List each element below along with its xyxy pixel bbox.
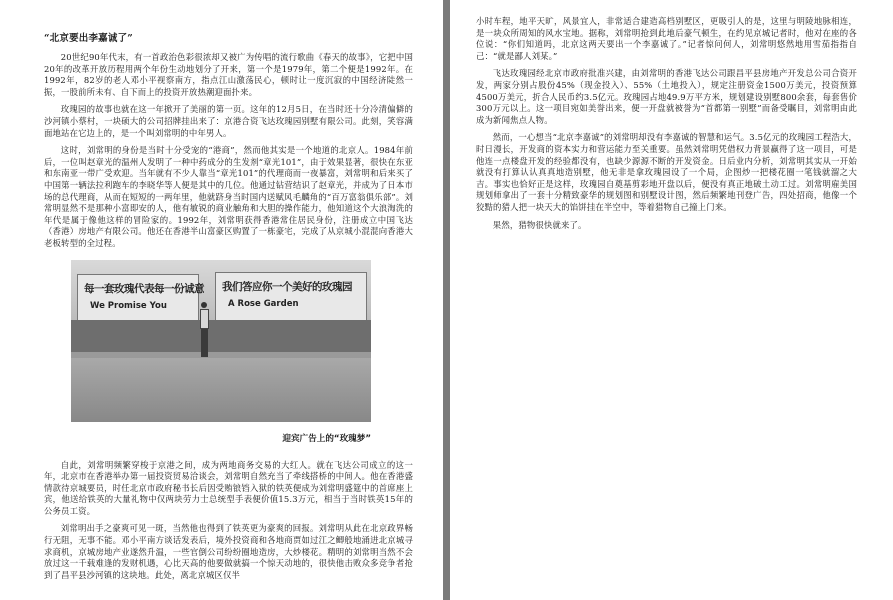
billboard-base xyxy=(71,320,371,352)
billboard-photo xyxy=(71,260,371,422)
billboard-right-english: A Rose Garden xyxy=(228,298,299,309)
paragraph: 飞达玫瑰园经北京市政府批准兴建，由刘常明的香港飞达公司跟昌平县房地产开发总公司合资开发，两家分别占股份45%（现金投入）、55%（土地投入），规定注册资金1500万美元，投资预算4500万美元，折合人民币约3.5亿元。玫瑰园占地49.9万平方米，规划建设别墅800余套，每套售价300万元以上。这一项目宛如美誉出来，便一开盘就被誉为“首都第一别墅”而备受瞩目，刘常明由此成为新闻焦点人物。 xyxy=(476,68,857,125)
billboard-right xyxy=(215,272,367,322)
billboard-right-chinese: 我们答应你一个美好的玫瑰园 xyxy=(222,280,352,293)
left-page xyxy=(0,0,443,600)
paragraph: 果然，猎物很快就来了。 xyxy=(492,219,587,230)
photo-caption: 迎宾广告上的“玫瑰梦” xyxy=(282,433,371,444)
paragraph: 小时车程，地平天旷，风景宜人，非常适合建造高档别墅区，更吸引人的是，这里与明陵地脉相连，是一块众所周知的风水宝地。据称，刘常明抢到此地后豪气顿生，在约见京城记者时，他对在座的各位说：“你们知道吗，北京这两天要出一个李嘉诚了。”记者惊问何人，刘常明悠然地用雪茄指指自己：“就是鄙人刘某。” xyxy=(476,16,857,61)
paragraph: 20世纪90年代末，有一首政治色彩很浓却又被广为传唱的流行歌曲《春天的故事》，它把中国20年的改革开放历程用两个年份生动地划分了开来，第一个是1979年，第二个便是1992年。在1992年，82岁的老人邓小平视察南方，指点江山激荡民心，顿时让一度沉寂的中国经济陡然一振，一股前所未有、自下而上的投资开放热潮迎面扑来。 xyxy=(44,52,413,97)
paragraph: 玫瑰园的故事也就在这一年掀开了美丽的第一页。这年的12月5日，在当时还十分冷清偏僻的沙河镇小蔡村，一块硕大的公司招牌挂出来了：京港合资飞达玫瑰园别墅有限公司。此刻，笑容满面地站在它边上的，是一个叫刘常明的中年男人。 xyxy=(44,104,413,138)
person-figure xyxy=(199,302,209,360)
paragraph: 刘常明出手之豪爽可见一斑，当然他也得到了铁英更为豪爽的回报。刘常明从此在北京政界畅行无阻，无事不能。邓小平南方谈话发表后，境外投资商和各地商贾如过江之鲫般地涌进北京城寻求商机，京城房地产业遂然升温，一些官倒公司纷纷圈地造房，大炒楼花。精明的刘常明当然不会放过这一千载难逢的发财机遇，心比天高的他要做就搞一个惊天动地的，很快他击败众多竞争者抢到了昌平县沙河镇的这块地。此处，离北京城区仅半 xyxy=(44,523,413,580)
chapter-title: “北京要出李嘉诚了” xyxy=(44,33,133,44)
ground xyxy=(71,358,371,422)
paragraph: 这时，刘常明的身份是当时十分受宠的“港商”，然而他其实是一个地道的北京人。1984年前后，一位叫赵章光的温州人发明了一种中药成分的生发剂“章光101”，由于效果显著，很快在东亚和东南亚一带广受欢迎。当年就有不少人靠当“章光101”的代理商而一夜暴富，刘常明和后来买了中国第一辆法拉利跑车的李晓华等人便是其中的几位。他通过钻营结识了赵章光，并成为了日本市场的总代理商，从而在短短的一两年里，他就跻身当时国内送赋风毛麟角的“百万富翁俱乐部”。刘常明显然不是那种小富即安的人，他有敏锐的商业触角和大胆的操作能力，他知道这个大浪淘洗的年代是属于像他这样的冒险家的。1992年，刘常明获得香港常住居民身份，注册成立中国飞达（香港）房地产有限公司。他还在香港半山富豪区购置了一栋豪宅，完成了从京城小混混向香港大老板转型的全过程。 xyxy=(44,145,413,248)
right-page xyxy=(450,0,893,600)
billboard-left-chinese: 每一套玫瑰代表每一份诚意 xyxy=(84,282,204,295)
paragraph: 然而，一心想当“北京李嘉诚”的刘常明却没有李嘉诚的智慧和运气。3.5亿元的玫瑰园工程浩大，时日漫长，开发商的资本实力和营运能力至关重要。虽然刘常明凭借权力背景赢得了这一项目，可是他连一点楼盘开发的经验都没有，也缺少源源不断的开发资金。日后业内分析，刘常明其实从一开始就没有打算认认真真地造别墅，他无非是拿玫瑰园设了一个局，企图炒一把楼花圈一笔钱就溜之大吉。事实也恰好正是这样，玫瑰园自奠基剪彩地开盘以后，便没有真正地破土动工过。刘常明雇美国规划师拿出了一套十分精致豪华的规划图和别墅设计图，然后频繁地刊登广告，四处招商，他像一个狡黠的猎人把一块天大的馅饼挂在半空中，等着猎物自己撞上门来。 xyxy=(476,132,857,212)
billboard-left-english: We Promise You xyxy=(90,300,167,311)
billboard-left xyxy=(77,274,204,322)
paragraph: 自此，刘常明频繁穿梭于京港之间，成为两地商务交易的大红人。就在飞达公司成立的这一年，北京市在香港举办第一届投资贸易洽谈会，刘常明自然充当了牵线搭桥的中间人。他在香港盛情款待京城要员，时任北京市政府秘书长后因受贿锒铛入狱的铁英便成为刘常明盛筵中的首席座上宾，他送给铁英的大量礼物中仅两块劳力士总统型手表便价值15.3万元，相当于当时铁英15年的公务员工资。 xyxy=(44,459,413,516)
